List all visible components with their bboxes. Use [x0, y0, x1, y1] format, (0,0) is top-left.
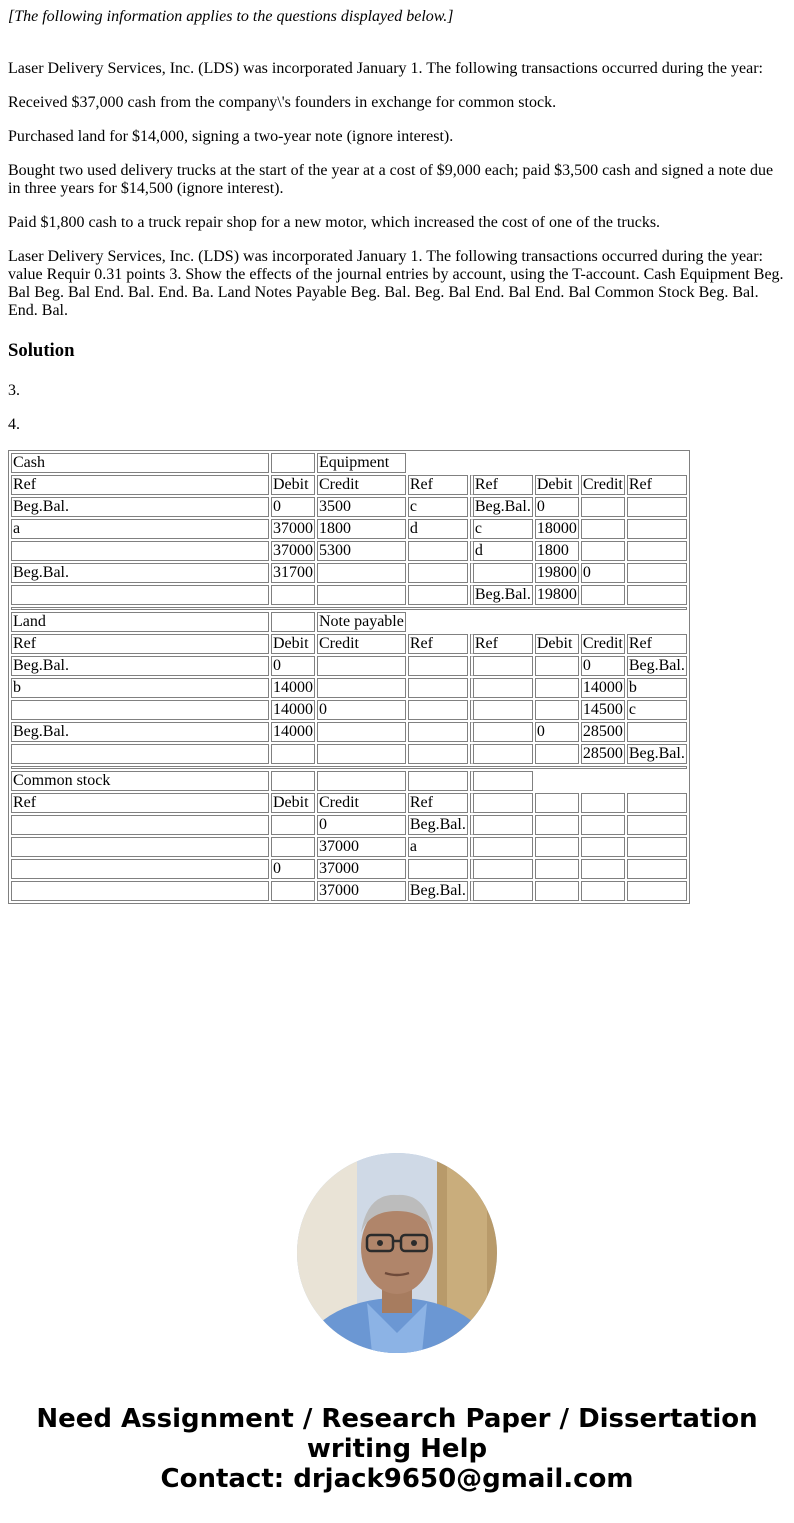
column-header: Credit: [582, 635, 623, 652]
column-header: Ref: [408, 475, 468, 495]
table-cell: [11, 744, 269, 764]
table-row: [11, 859, 687, 879]
table-cell: [271, 881, 315, 901]
column-header: Ref: [470, 475, 533, 495]
table-cell: [470, 700, 533, 720]
promo-banner: [0, 1404, 794, 1494]
table-cell: [317, 678, 406, 698]
table-cell: [11, 541, 269, 561]
table-row: [11, 837, 687, 857]
table-cell: c: [408, 497, 468, 517]
table-cell: 5300: [317, 541, 406, 561]
table-cell: d: [470, 541, 533, 561]
question-text: Laser Delivery Services, Inc. (LDS) was incorporated January 1. The following transactions occurred during the year: value Requir 0.31 points 3. Show the effects of the journal entries by account, using the T-account. Cash Equipment Beg. Bal Beg. Bal End. Bal. End. Ba. Land Notes Payable Beg. Bal. Beg. Bal End. Bal End. Bal Common Stock Beg. Bal. End. Bal.: [8, 248, 784, 319]
table-row: [11, 881, 687, 901]
table-cell: a: [408, 837, 468, 857]
table-cell: [11, 859, 269, 879]
transaction-b: Purchased land for $14,000, signing a two-year note (ignore interest).: [8, 128, 454, 145]
column-header: Ref: [11, 634, 269, 654]
table-cell: 0: [271, 859, 315, 879]
table-row: [11, 815, 687, 835]
promo-contact: Contact: drjack9650@gmail.com: [160, 1464, 634, 1494]
table-cell: [581, 497, 625, 517]
table-row: [11, 656, 687, 676]
table-cell: [470, 656, 533, 676]
table-cell: 28500: [582, 745, 623, 762]
table-header-row: [11, 634, 687, 654]
table-cell: 37000: [317, 859, 406, 879]
column-header: Ref: [11, 793, 269, 813]
table-cell: [271, 815, 315, 835]
table-header-row: [11, 793, 687, 813]
table-cell: Beg.Bal.: [628, 745, 685, 762]
table-cell: c: [470, 519, 533, 539]
table-cell: [408, 541, 468, 561]
table-cell: [627, 585, 687, 605]
t-account-table: [8, 450, 690, 904]
column-header: Debit: [271, 475, 315, 495]
table-cell: [627, 541, 687, 561]
table-divider: [11, 766, 687, 769]
author-photo: [297, 1153, 497, 1353]
table-row: [11, 612, 687, 632]
table-cell: [11, 585, 269, 605]
transaction-c: Bought two used delivery trucks at the start of the year at a cost of $9,000 each; paid $3,500 cash and signed a note due in three years for $14,500 (ignore interest).: [8, 162, 774, 197]
table-row: [11, 585, 687, 605]
table-row: [11, 700, 687, 720]
table-cell: 3500: [317, 497, 406, 517]
item-3: 3.: [8, 382, 20, 399]
account-title-note-payable: Note payable: [319, 613, 404, 630]
table-cell: [627, 519, 687, 539]
table-cell: [470, 563, 533, 583]
table-cell: 37000: [273, 520, 313, 537]
table-cell: 1800: [535, 541, 579, 561]
table-row: [11, 563, 687, 583]
table-cell: [470, 678, 533, 698]
table-cell: [317, 744, 406, 764]
table-row: [11, 771, 687, 791]
table-header-row: [11, 475, 687, 495]
table-cell: [408, 678, 468, 698]
table-cell: 14000: [273, 679, 313, 696]
person-portrait-icon: [297, 1153, 497, 1353]
table-cell: 14000: [273, 701, 313, 718]
table-cell: 37000: [273, 542, 313, 559]
table-cell: Beg.Bal.: [11, 563, 269, 583]
table-cell: [581, 585, 625, 605]
column-header: Credit: [317, 475, 406, 495]
table-cell: 0: [535, 497, 579, 517]
table-cell: 1800: [317, 519, 406, 539]
column-header: Debit: [271, 634, 315, 654]
table-cell: Beg.Bal.: [470, 585, 533, 605]
table-cell: [408, 744, 468, 764]
table-cell: Beg.Bal.: [11, 497, 269, 517]
promo-line-1: Need Assignment / Research Paper / Dissertation: [36, 1404, 758, 1434]
table-cell: 14000: [582, 679, 623, 696]
table-cell: [408, 563, 468, 583]
table-cell: 14000: [273, 723, 313, 740]
table-cell: [11, 700, 269, 720]
table-row: [11, 453, 687, 473]
table-cell: [408, 722, 468, 742]
table-cell: 37000: [317, 881, 406, 901]
table-cell: [470, 744, 533, 764]
table-cell: Beg.Bal.: [11, 656, 269, 676]
table-cell: 0: [317, 815, 406, 835]
column-header: Ref: [627, 475, 687, 495]
table-cell: 0: [581, 656, 625, 676]
table-cell: [627, 722, 687, 742]
table-cell: c: [627, 700, 687, 720]
table-cell: [535, 700, 579, 720]
table-cell: [11, 837, 269, 857]
column-header: Ref: [408, 793, 468, 813]
account-title-land: Land: [11, 612, 269, 632]
table-row: [11, 497, 687, 517]
table-cell: Beg.Bal.: [11, 722, 269, 742]
column-header: Ref: [470, 634, 533, 654]
table-cell: [317, 585, 406, 605]
table-cell: 31700: [273, 564, 313, 581]
table-cell: [271, 744, 315, 764]
table-cell: Beg.Bal.: [409, 816, 466, 833]
table-cell: 0: [581, 563, 625, 583]
table-cell: [271, 585, 315, 605]
table-cell: [627, 497, 687, 517]
table-cell: Beg.Bal.: [409, 882, 466, 899]
table-cell: [408, 859, 468, 879]
table-cell: 0: [535, 722, 579, 742]
column-header: Debit: [535, 634, 579, 654]
problem-paragraph: Laser Delivery Services, Inc. (LDS) was incorporated January 1. The following transactions occurred during the year:: [8, 60, 763, 77]
account-title-equipment: Equipment: [317, 453, 406, 473]
table-cell: [317, 656, 406, 676]
table-cell: b: [627, 678, 687, 698]
table-cell: 37000: [317, 837, 406, 857]
column-header: Ref: [408, 634, 468, 654]
column-header: Credit: [317, 634, 406, 654]
account-title-cash: Cash: [11, 453, 269, 473]
solution-heading: Solution: [8, 340, 75, 361]
table-cell: 0: [317, 700, 406, 720]
table-cell: [317, 722, 406, 742]
transaction-a: Received $37,000 cash from the company\'s founders in exchange for common stock.: [8, 94, 557, 111]
table-cell: 19800: [536, 586, 577, 603]
table-cell: [581, 541, 625, 561]
table-cell: 0: [271, 497, 315, 517]
table-cell: [408, 656, 468, 676]
table-cell: d: [408, 519, 468, 539]
table-cell: Beg.Bal.: [470, 497, 533, 517]
promo-line-2: writing Help: [306, 1434, 488, 1464]
table-cell: 19800: [536, 564, 577, 581]
table-cell: Beg.Bal.: [628, 657, 685, 674]
column-header: Credit: [317, 793, 406, 813]
table-row: [11, 678, 687, 698]
column-header: Credit: [582, 476, 623, 493]
table-cell: [11, 815, 269, 835]
account-title-common-stock: Common stock: [11, 771, 269, 791]
table-cell: [535, 656, 579, 676]
table-cell: [535, 678, 579, 698]
column-header: Ref: [627, 634, 687, 654]
table-divider: [11, 607, 687, 610]
table-cell: [408, 700, 468, 720]
table-cell: [470, 722, 533, 742]
table-cell: [11, 881, 269, 901]
table-cell: b: [11, 678, 269, 698]
table-cell: [627, 563, 687, 583]
intro-note: [The following information applies to the questions displayed below.]: [8, 8, 454, 25]
table-row: [11, 744, 687, 764]
table-cell: 14500: [582, 701, 623, 718]
table-cell: [271, 837, 315, 857]
table-cell: [408, 585, 468, 605]
table-cell: [535, 744, 579, 764]
column-header: Debit: [271, 793, 315, 813]
table-row: [11, 541, 687, 561]
table-cell: 28500: [582, 723, 623, 740]
table-row: [11, 519, 687, 539]
column-header: Debit: [535, 475, 579, 495]
table-row: [11, 722, 687, 742]
table-cell: a: [11, 519, 269, 539]
item-4: 4.: [8, 416, 20, 433]
table-cell: 18000: [536, 520, 577, 537]
column-header: Ref: [11, 475, 269, 495]
transaction-d: Paid $1,800 cash to a truck repair shop for a new motor, which increased the cost of one of the trucks.: [8, 214, 661, 231]
table-cell: [317, 563, 406, 583]
table-cell: [581, 519, 625, 539]
table-cell: 0: [271, 656, 315, 676]
